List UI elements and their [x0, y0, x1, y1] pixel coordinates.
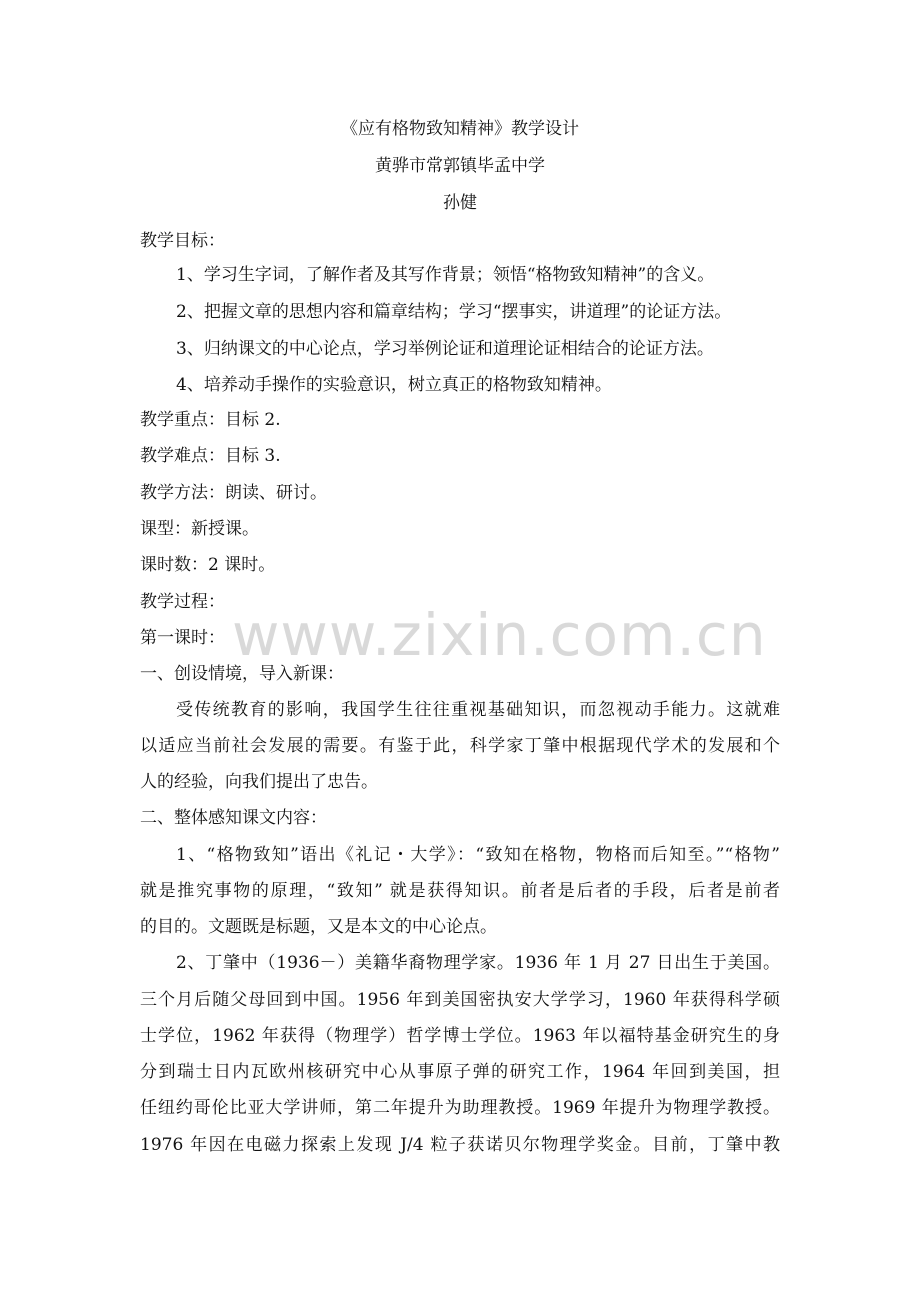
paragraph-line: 受传统教育的影响，我国学生往往重视基础知识，而忽视动手能力。这就难	[176, 700, 780, 720]
document-title: 《应有格物致知精神》教学设计	[341, 119, 579, 139]
section-heading: 二、整体感知课文内容：	[140, 808, 327, 828]
process-heading: 教学过程：	[140, 592, 225, 612]
paragraph-line: 1976 年因在电磁力探索上发现 J/4 粒子获诺贝尔物理学奖金。目前，丁肇中教	[140, 1135, 780, 1155]
first-lesson-heading: 第一课时：	[140, 628, 225, 648]
paragraph-line: 任纽约哥伦比亚大学讲师，第二年提升为助理教授。1969 年提升为物理学教授。	[140, 1098, 780, 1118]
paragraph-line: 分到瑞士日内瓦欧州核研究中心从事原子弹的研究工作，1964 年回到美国，担	[140, 1062, 780, 1082]
paragraph-line: 人的经验，向我们提出了忠告。	[140, 772, 378, 792]
watermark: www.zixin.com.cn	[232, 601, 767, 669]
objective-item: 4、培养动手操作的实验意识，树立真正的格物致知精神。	[176, 375, 612, 395]
lesson-hours: 课时数：2 课时。	[140, 555, 276, 575]
school-name: 黄骅市常郭镇毕孟中学	[375, 156, 545, 176]
paragraph-line: 1、“格物致知”语出《礼记・大学》：“致知在格物，物格而后知至。”“格物”	[176, 845, 780, 865]
paragraph-line: 2、丁肇中（1936－）美籍华裔物理学家。1936 年 1 月 27 日出生于美国。	[176, 953, 780, 973]
author-name: 孙健	[443, 193, 477, 213]
section-heading: 一、创设情境，导入新课：	[140, 664, 344, 684]
paragraph-line: 就是推究事物的原理，“致知” 就是获得知识。前者是后者的手段，后者是前者	[140, 881, 780, 901]
paragraph-line: 的目的。文题既是标题，又是本文的中心论点。	[140, 917, 497, 937]
paragraph-line: 三个月后随父母回到中国。1956 年到美国密执安大学学习，1960 年获得科学硕	[140, 990, 780, 1010]
lesson-type: 课型：新授课。	[140, 519, 259, 539]
objectives-heading: 教学目标：	[140, 231, 225, 251]
objective-item: 3、归纳课文的中心论点，学习举例论证和道理论证相结合的论证方法。	[176, 339, 714, 359]
key-point: 教学重点：目标 2.	[140, 410, 281, 430]
difficulty-point: 教学难点：目标 3.	[140, 446, 281, 466]
paragraph-line: 以适应当前社会发展的需要。有鉴于此，科学家丁肇中根据现代学术的发展和个	[140, 736, 780, 756]
objective-item: 2、把握文章的思想内容和篇章结构；学习“摆事实，讲道理”的论证方法。	[176, 302, 732, 322]
objective-item: 1、学习生字词，了解作者及其写作背景；领悟“格物致知精神”的含义。	[176, 265, 715, 285]
teaching-method: 教学方法：朗读、研讨。	[140, 483, 327, 503]
paragraph-line: 士学位，1962 年获得（物理学）哲学博士学位。1963 年以福特基金研究生的身	[140, 1026, 780, 1046]
